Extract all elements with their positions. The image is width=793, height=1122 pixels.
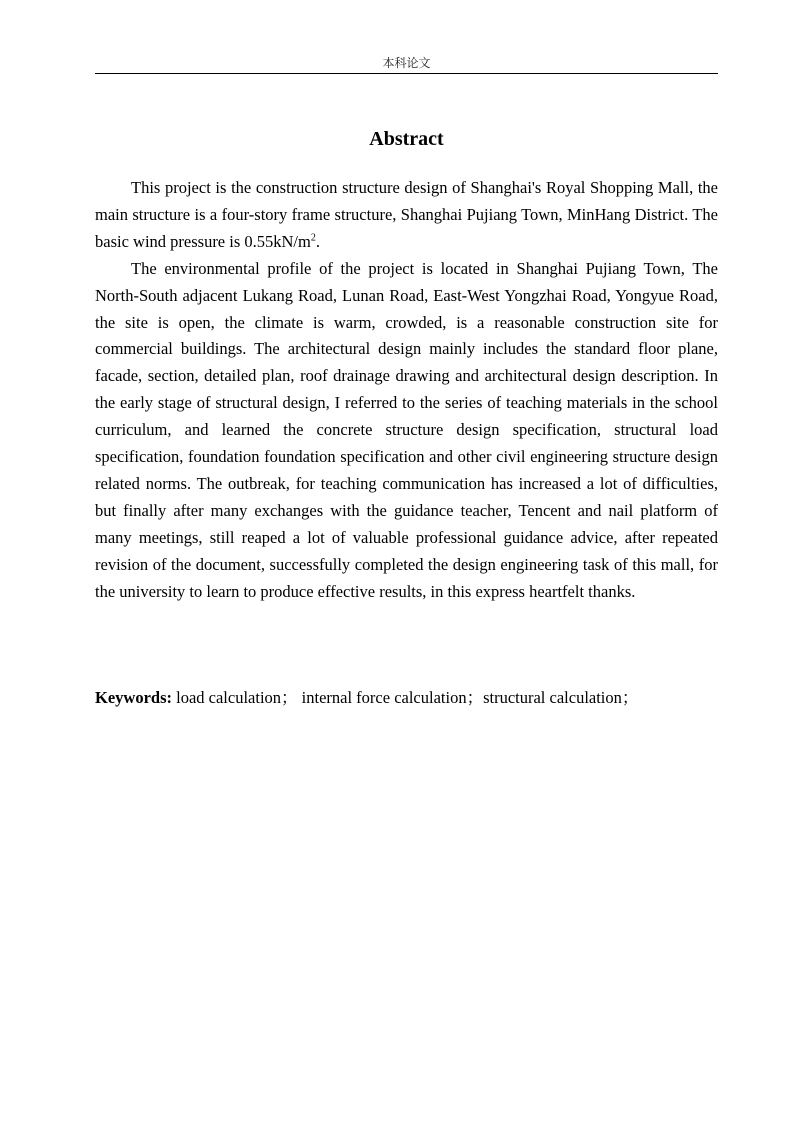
paragraph-1-text: This project is the construction structure design of Shanghai's Royal Shopping Mall, the main structure is a four-story frame structure, Shanghai Pujiang Town, MinHang District. The basic wind pressure is 0.55kN/m xyxy=(95,178,718,251)
keywords-text: load calculation； internal force calculation；structural calculation； xyxy=(176,688,639,707)
abstract-paragraph-1 xyxy=(95,175,718,256)
abstract-title: Abstract xyxy=(369,128,444,150)
abstract-body xyxy=(95,175,718,606)
keywords-line xyxy=(95,685,718,711)
unit-superscript: 2 xyxy=(310,232,316,244)
abstract-paragraph-2: The environmental profile of the project is located in Shanghai Pujiang Town, The North-South adjacent Lukang Road, Lunan Road, East-West Yongzhai Road, Yongyue Road, the site is open, the climate is warm, crowded, is a reasonable construction site for commercial buildings. The architectural design mainly includes the standard floor plane, facade, section, detailed plan, roof drainage drawing and architectural design description. In the early stage of structural design, I referred to the series of teaching materials in the school curriculum, and learned the concrete structure design specification, structural load specification, foundation foundation specification and other civil engineering structure design related norms. The outbreak, for teaching communication has increased a lot of difficulties, but finally after many exchanges with the guidance teacher, Tencent and nail platform of many meetings, still reaped a lot of valuable professional guidance advice, after repeated revision of the document, successfully completed the design engineering task of this mall, for the university to learn to produce effective results, in this express heartfelt thanks. xyxy=(95,258,718,601)
running-header: 本科论文 xyxy=(382,56,431,70)
keywords-label: Keywords: xyxy=(95,688,172,707)
paragraph-1-end: . xyxy=(315,231,320,251)
header-divider xyxy=(95,73,718,74)
